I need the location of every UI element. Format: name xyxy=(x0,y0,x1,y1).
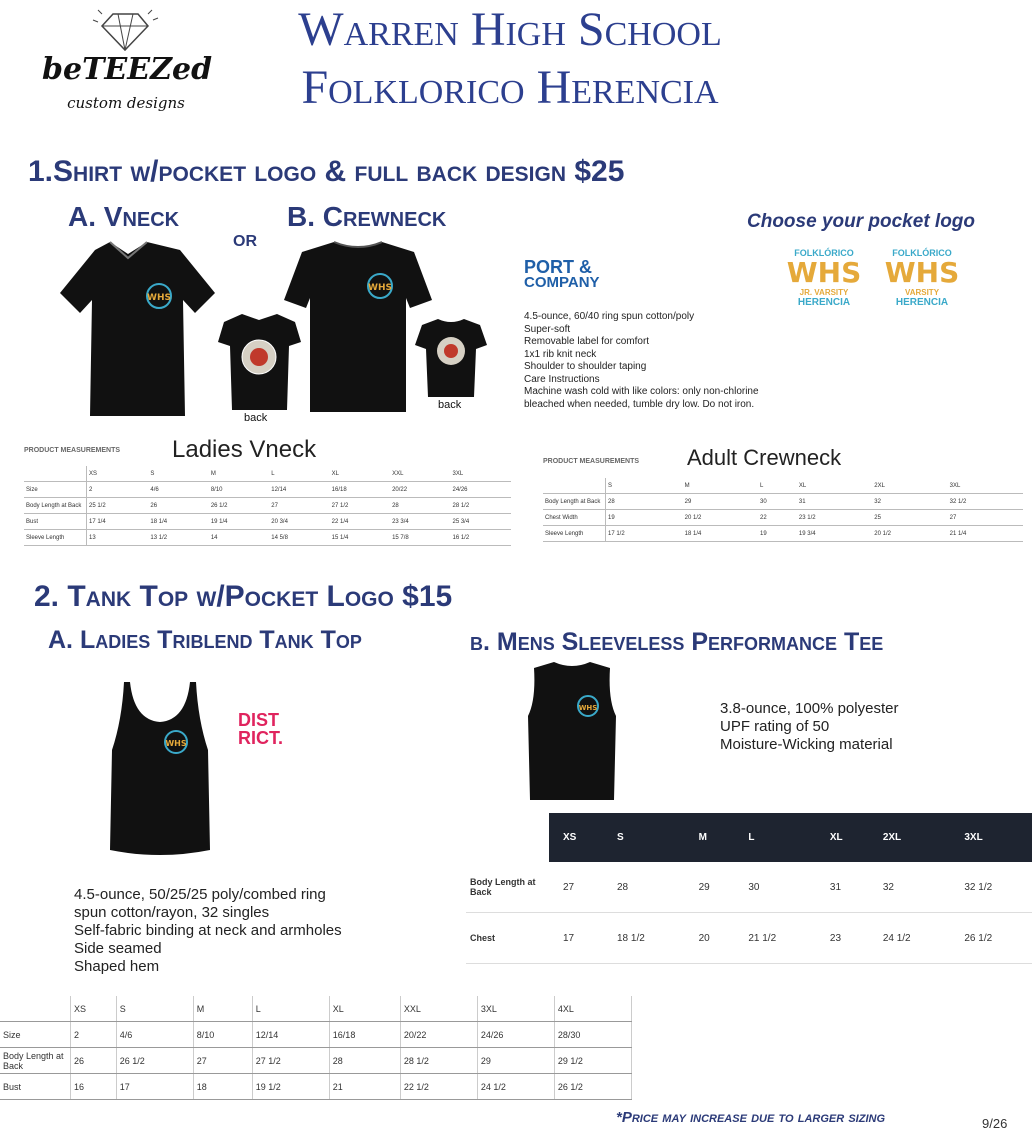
pocket-logo-varsity[interactable]: FOLKLÓRICO WHS VARSITY HERENCIA xyxy=(884,248,960,308)
choose-logo-label: Choose your pocket logo xyxy=(747,211,976,232)
port-company-logo: PORT & COMPANY xyxy=(524,257,600,291)
ladies-tank-image xyxy=(100,680,220,860)
vneck-shirt-image xyxy=(55,238,220,420)
brand-logo xyxy=(38,2,213,122)
spec-line: Removable label for comfort xyxy=(524,336,650,347)
spec-line: bleached when needed, tumble dry low. Do not iron. xyxy=(524,398,755,410)
page-title-line2: Folklorico Herencia xyxy=(301,61,719,114)
ladies-tank-specs xyxy=(74,886,342,976)
crew-specs xyxy=(524,311,759,411)
logo-subtext: custom designs xyxy=(67,94,185,112)
ladies-tank-table xyxy=(0,996,632,1100)
svg-text:WHS: WHS xyxy=(578,704,598,712)
svg-text:WHS: WHS xyxy=(147,293,171,303)
or-label: OR xyxy=(233,233,257,250)
spec-line: Machine wash cold with like colors: only non-chlorine xyxy=(524,386,759,397)
pocket-logo-jr-varsity[interactable]: FOLKLÓRICO WHS JR. VARSITY HERENCIA xyxy=(786,248,862,308)
vneck-label: A. Vneck xyxy=(68,201,180,232)
spec-line: Shoulder to shoulder taping xyxy=(524,361,647,372)
table-row: Size 2 4/6 8/10 12/14 16/18 20/22 24/26 xyxy=(24,482,511,498)
table-header-row: XS S M L XL XXL 3XL xyxy=(24,466,511,482)
table-row: Body Length at Back 27 28 29 30 31 32 32 1/2 xyxy=(466,862,1032,913)
svg-text:WHS: WHS xyxy=(368,283,392,293)
spec-line: Super-soft xyxy=(524,323,571,335)
table-header-row: S M L XL 2XL 3XL xyxy=(543,478,1023,494)
table-row: Chest Width 19 20 1/2 22 23 1/2 25 27 xyxy=(543,510,1023,526)
section2-heading: 2. Tank Top w/Pocket Logo $15 xyxy=(34,580,453,613)
adult-crewneck-table xyxy=(543,478,1023,542)
spec-line: Moisture-Wicking material xyxy=(720,736,893,753)
spec-line: UPF rating of 50 xyxy=(720,718,830,735)
page-title-line1: Warren High School xyxy=(298,3,722,56)
district-logo: DIST RICT. xyxy=(238,710,283,748)
svg-text:WHS: WHS xyxy=(165,739,187,748)
spec-line: 4.5-ounce, 60/40 ring spun cotton/poly xyxy=(524,311,695,322)
section1-heading: 1.Shirt w/pocket logo & full back design $25 xyxy=(28,155,625,188)
table-row: Body Length at Back 28 29 30 31 32 32 1/2 xyxy=(543,494,1023,510)
crewneck-label: B. Crewneck xyxy=(287,201,447,232)
table-row: Bust 17 1/4 18 1/4 19 1/4 20 3/4 22 1/4 23 3/4 25 3/4 xyxy=(24,514,511,530)
crewneck-back-image xyxy=(414,317,488,399)
spec-line: Shaped hem xyxy=(74,958,160,975)
crewneck-shirt-image xyxy=(282,238,434,416)
spec-line: 1x1 rib knit neck xyxy=(524,348,597,360)
spec-line: Care Instructions xyxy=(524,373,600,385)
table-header-row: XS S M L XL XXL 3XL 4XL xyxy=(0,996,632,1022)
ladies-table-title: Ladies Vneck xyxy=(172,436,317,463)
table-row: Size 2 4/6 8/10 12/14 16/18 20/22 24/26 28/30 xyxy=(0,1022,632,1048)
mens-sleeveless-image xyxy=(524,660,620,803)
spec-line: 4.5-ounce, 50/25/25 poly/combed ring xyxy=(74,886,326,903)
table-row: Sleeve Length 17 1/2 18 1/4 19 19 3/4 20 1/2 21 1/4 xyxy=(543,526,1023,542)
table-row: Chest 17 18 1/2 20 21 1/2 23 24 1/2 26 1/2 xyxy=(466,913,1032,964)
table-row: Sleeve Length 13 13 1/2 14 14 5/8 15 1/4 15 7/8 16 1/2 xyxy=(24,530,511,546)
mens-tee-label: b. Mens Sleeveless Performance Tee xyxy=(470,628,884,656)
table-row: Body Length at Back 25 1/2 26 26 1/2 27 27 1/2 28 28 1/2 xyxy=(24,498,511,514)
ladies-vneck-table xyxy=(24,466,511,546)
logo-wordmark: beTEEZed xyxy=(42,52,213,87)
table-header-row: XS S M L XL 2XL 3XL xyxy=(466,813,1032,862)
price-note: *Price may increase due to larger sizing xyxy=(616,1109,886,1126)
spec-line: Self-fabric binding at neck and armholes xyxy=(74,922,342,939)
table-row: Body Length at Back 26 26 1/2 27 27 1/2 28 28 1/2 29 29 1/2 xyxy=(0,1048,632,1074)
spec-line: Side seamed xyxy=(74,940,162,957)
table-row: Bust 16 17 18 19 1/2 21 22 1/2 24 1/2 26 1/2 xyxy=(0,1074,632,1100)
crewneck-back-label: back xyxy=(438,399,462,411)
page-number: 9/26 xyxy=(982,1116,1008,1131)
adult-measure-caption: PRODUCT MEASUREMENTS xyxy=(543,458,640,465)
spec-line: 3.8-ounce, 100% polyester xyxy=(720,700,899,717)
spec-line: spun cotton/rayon, 32 singles xyxy=(74,904,270,921)
vneck-back-label: back xyxy=(244,412,268,424)
mens-specs xyxy=(720,700,898,754)
mens-performance-table xyxy=(466,813,1032,964)
ladies-tank-label: A. Ladies Triblend Tank Top xyxy=(48,626,362,654)
adult-table-title: Adult Crewneck xyxy=(687,445,842,470)
ladies-measure-caption: PRODUCT MEASUREMENTS xyxy=(24,447,121,454)
